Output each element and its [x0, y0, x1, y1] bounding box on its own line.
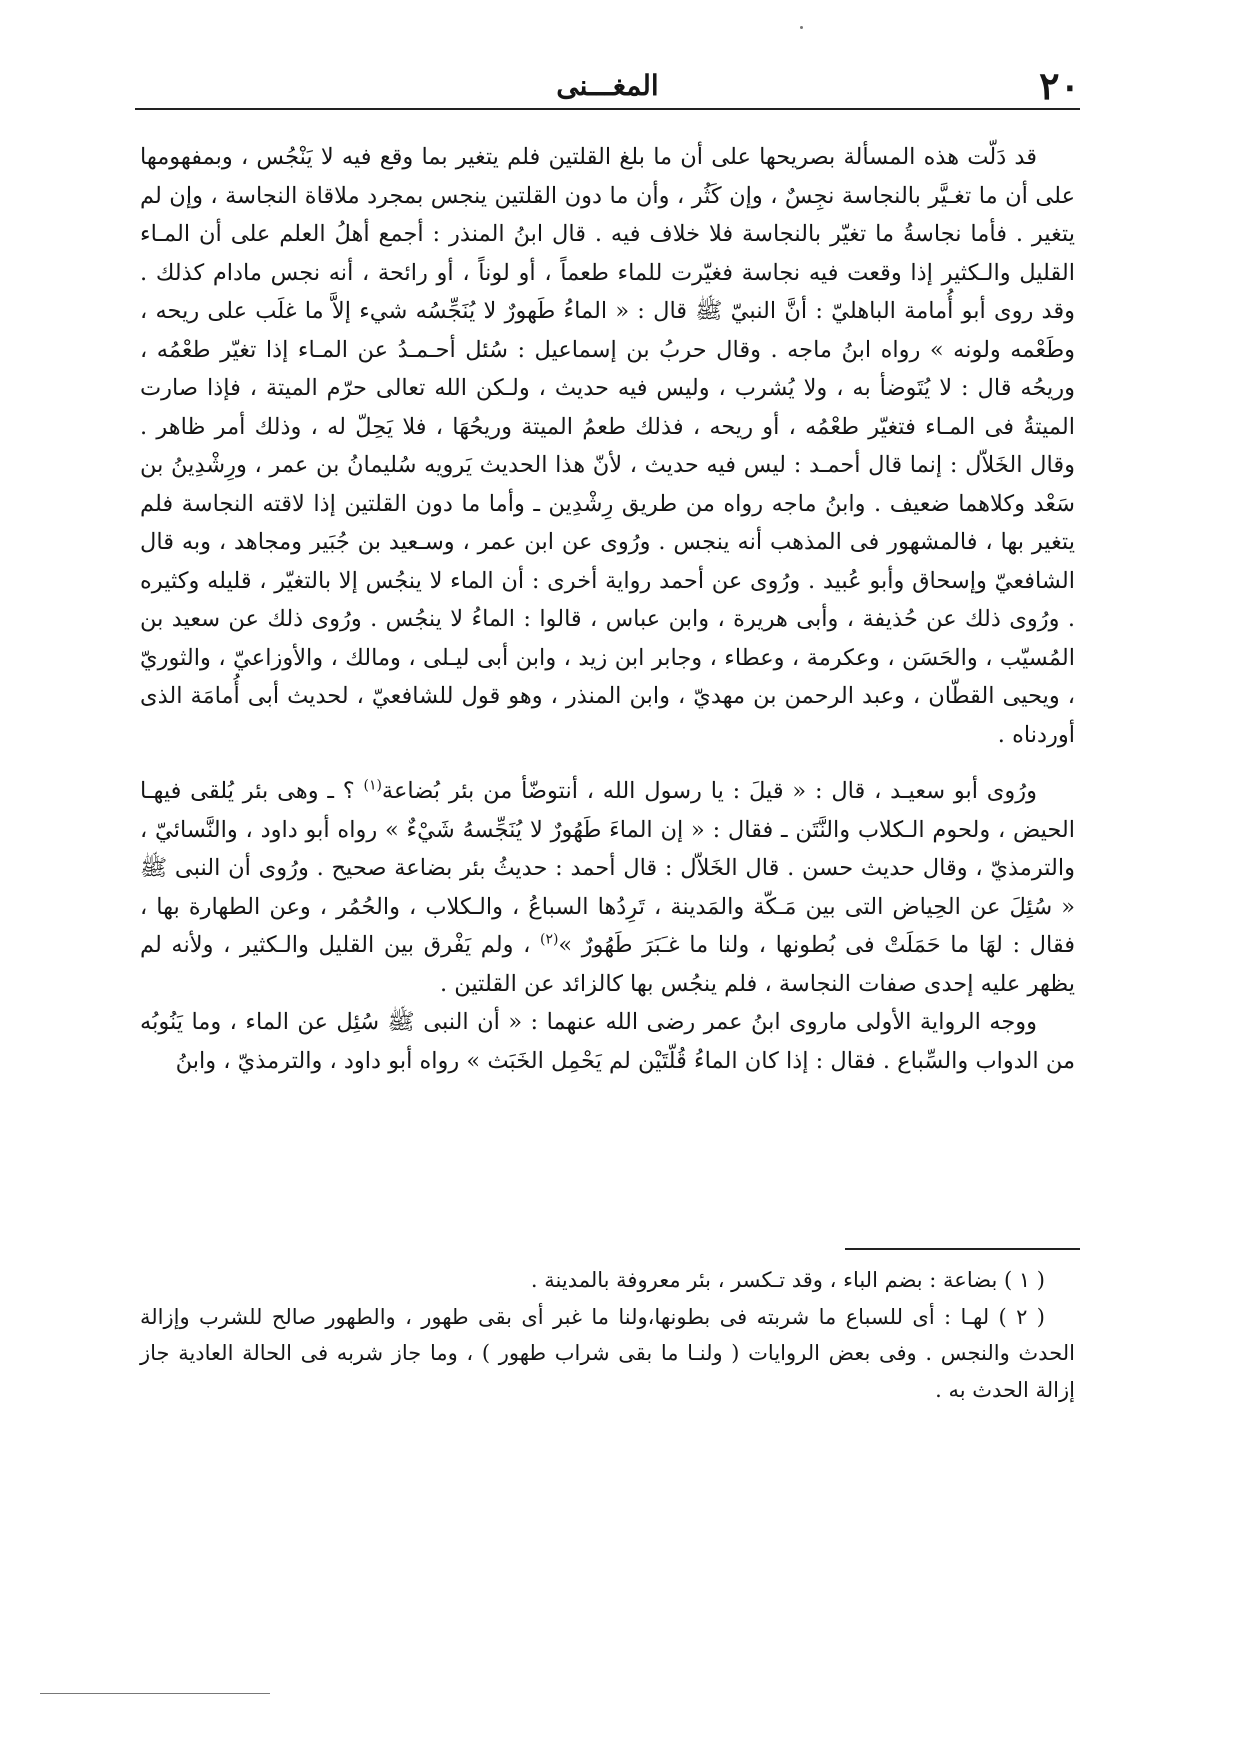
main-text [140, 138, 1075, 1080]
paragraph-2-part-2: ؟ ـ وهى بئر يُلقى فيهـا الحيض ، ولحوم الـكلاب والنَّتَن ـ فقال : « إن الماءَ طَهُورٌ لا يُنَجِّسهُ شَيْءٌ » رواه أبو داود ، والنَّسائيّ ، والترمذيّ ، وقال حديث حسن . قال الخَلاّل : قال أحمد : حديثُ بئر بضاعة صحيح . ورُوى أن النبى ﷺ « سُئِلَ عن الحِياض التى بين مَـكّة والمَدينة ، تَرِدُها السباعُ ، والـكلاب ، والحُمُر ، وعن الطهارة بها ، فقال : لهَا ما حَمَلَتْ فى بُطونها ، ولنا ما غـَبَرَ طَهُورٌ » [140, 778, 1076, 958]
page-number: ٢٠ [1039, 63, 1080, 108]
paragraph-1: قد دَلّت هذه المسألة بصريحها على أن ما بلغ القلتين فلم يتغير بما وقع فيه لا يَنْجُس ، وبمفهومها على أن ما تغـيَّر بالنجاسة نجِسٌ ، وإن كَثُر ، وأن ما دون القلتين ينجس بمجرد ملاقاة النجاسة ، وإن لم يتغير . فأما نجاسةُ ما تغيّر بالنجاسة فلا خلاف فيه . قال ابنُ المنذر : أجمع أهلُ العلم على أن المـاء القليل والـكثير إذا وقعت فيه نجاسة فغيّرت للماء طعماً ، أو لوناً ، أو رائحة ، أنه نجس مادام كذلك . وقد روى أبو أُمامة الباهليّ : أنَّ النبيّ ﷺ قال : « الماءُ طَهورٌ لا يُنَجِّسُه شيء إلاَّ ما غلَب على ريحه ، وطَعْمه ولونه » رواه ابنُ ماجه . وقال حربُ بن إسماعيل : سُئل أحـمـدُ عن المـاء إذا تغيّر طعْمُه ، وريحُه قال : لا يُتَوضأ به ، ولا يُشرب ، وليس فيه حديث ، ولـكن الله تعالى حرّم الميتة ، فإذا صارت الميتةُ فى المـاء فتغيّر طعْمُه ، أو ريحه ، فذلك طعمُ الميتة وريحُهَا ، فلا يَحِلّ له ، وذلك أمر ظاهر . وقال الخَلاّل : إنما قال أحمـد : ليس فيه حديث ، لأنّ هذا الحديث يَرويه سُليمانُ بن عمر ، ورِشْدِينُ بن سَعْد وكلاهما ضعيف . وابنُ ماجه رواه من طريق رِشْدِين ـ وأما ما دون القلتين إذا لاقته النجاسة فلم يتغير بها ، فالمشهور فى المذهب أنه ينجس . ورُوى عن ابن عمر ، وسـعيد بن جُبَير ومجاهد ، وبه قال الشافعيّ وإسحاق وأبو عُبيد . ورُوى عن أحمد رواية أخرى : أن الماء لا ينجُس إلا بالتغيّر ، قليله وكثيره . ورُوى ذلك عن حُذيفة ، وأبى هريرة ، وابن عباس ، قالوا : الماءُ لا ينجُس . ورُوى ذلك عن سعيد بن المُسيّب ، والحَسَن ، وعكرمة ، وعطاء ، وجابر ابن زيد ، وابن أبى ليـلى ، ومالك ، والأوزاعيّ ، والثوريّ ، ويحيى القطّان ، وعبد الرحمن بن مهديّ ، وابن المنذر ، وهو قول للشافعيّ ، لحديث أبى أُمامَة الذى أوردناه . [140, 144, 1075, 748]
paragraph-3: ووجه الرواية الأولى ماروى ابنُ عمر رضى الله عنهما : « أن النبى ﷺ سُئِل عن الماء ، وما يَنُوبُه من الدواب والسِّباع . فقال : إذا كان الماءُ قُلّتَيْن لم يَحْمِل الخَبَث » رواه أبو داود ، والترمذيّ ، وابنُ [140, 1009, 1075, 1074]
scan-edge-line [40, 1693, 270, 1694]
scan-speck [800, 26, 803, 29]
paragraph-2-part-3: ، ولم يَفْرق بين القليل والـكثير ، ولأنه لم يظهر عليه إحدى صفات النجاسة ، فلم ينجُس بها كالزائد عن القلتين . [140, 932, 1075, 997]
footnotes [140, 1262, 1075, 1408]
paragraph-2-part-1: ورُوى أبو سعيـد ، قال : « قيلَ : يا رسول الله ، أنتوضّأ من بئر بُضاعة [381, 778, 1037, 804]
footnote-1: ( ١ ) بضاعة : بضم الباء ، وقد تـكسر ، بئر معروفة بالمدينة . [530, 1268, 1045, 1292]
footnote-ref-2: (٢) [539, 931, 559, 948]
page-header [135, 62, 1080, 110]
footnote-ref-1: (١) [363, 777, 382, 794]
header-rule [135, 108, 1080, 110]
paragraph-2 [140, 772, 1075, 1003]
running-title: المغـــنى [556, 69, 659, 102]
footnote-rule [845, 1248, 1080, 1250]
footnote-2: ( ٢ ) لهـا : أى للسباع ما شربته فى بطونها،ولنا ما غبر أى بقى طهور ، والطهور صالح للشرب وإزالة الحدث والنجس . وفى بعض الروايات ( ولنـا ما بقى شراب طهور ) ، وما جاز شربه فى الحالة العادية جاز إزالة الحدث به . [140, 1304, 1075, 1402]
